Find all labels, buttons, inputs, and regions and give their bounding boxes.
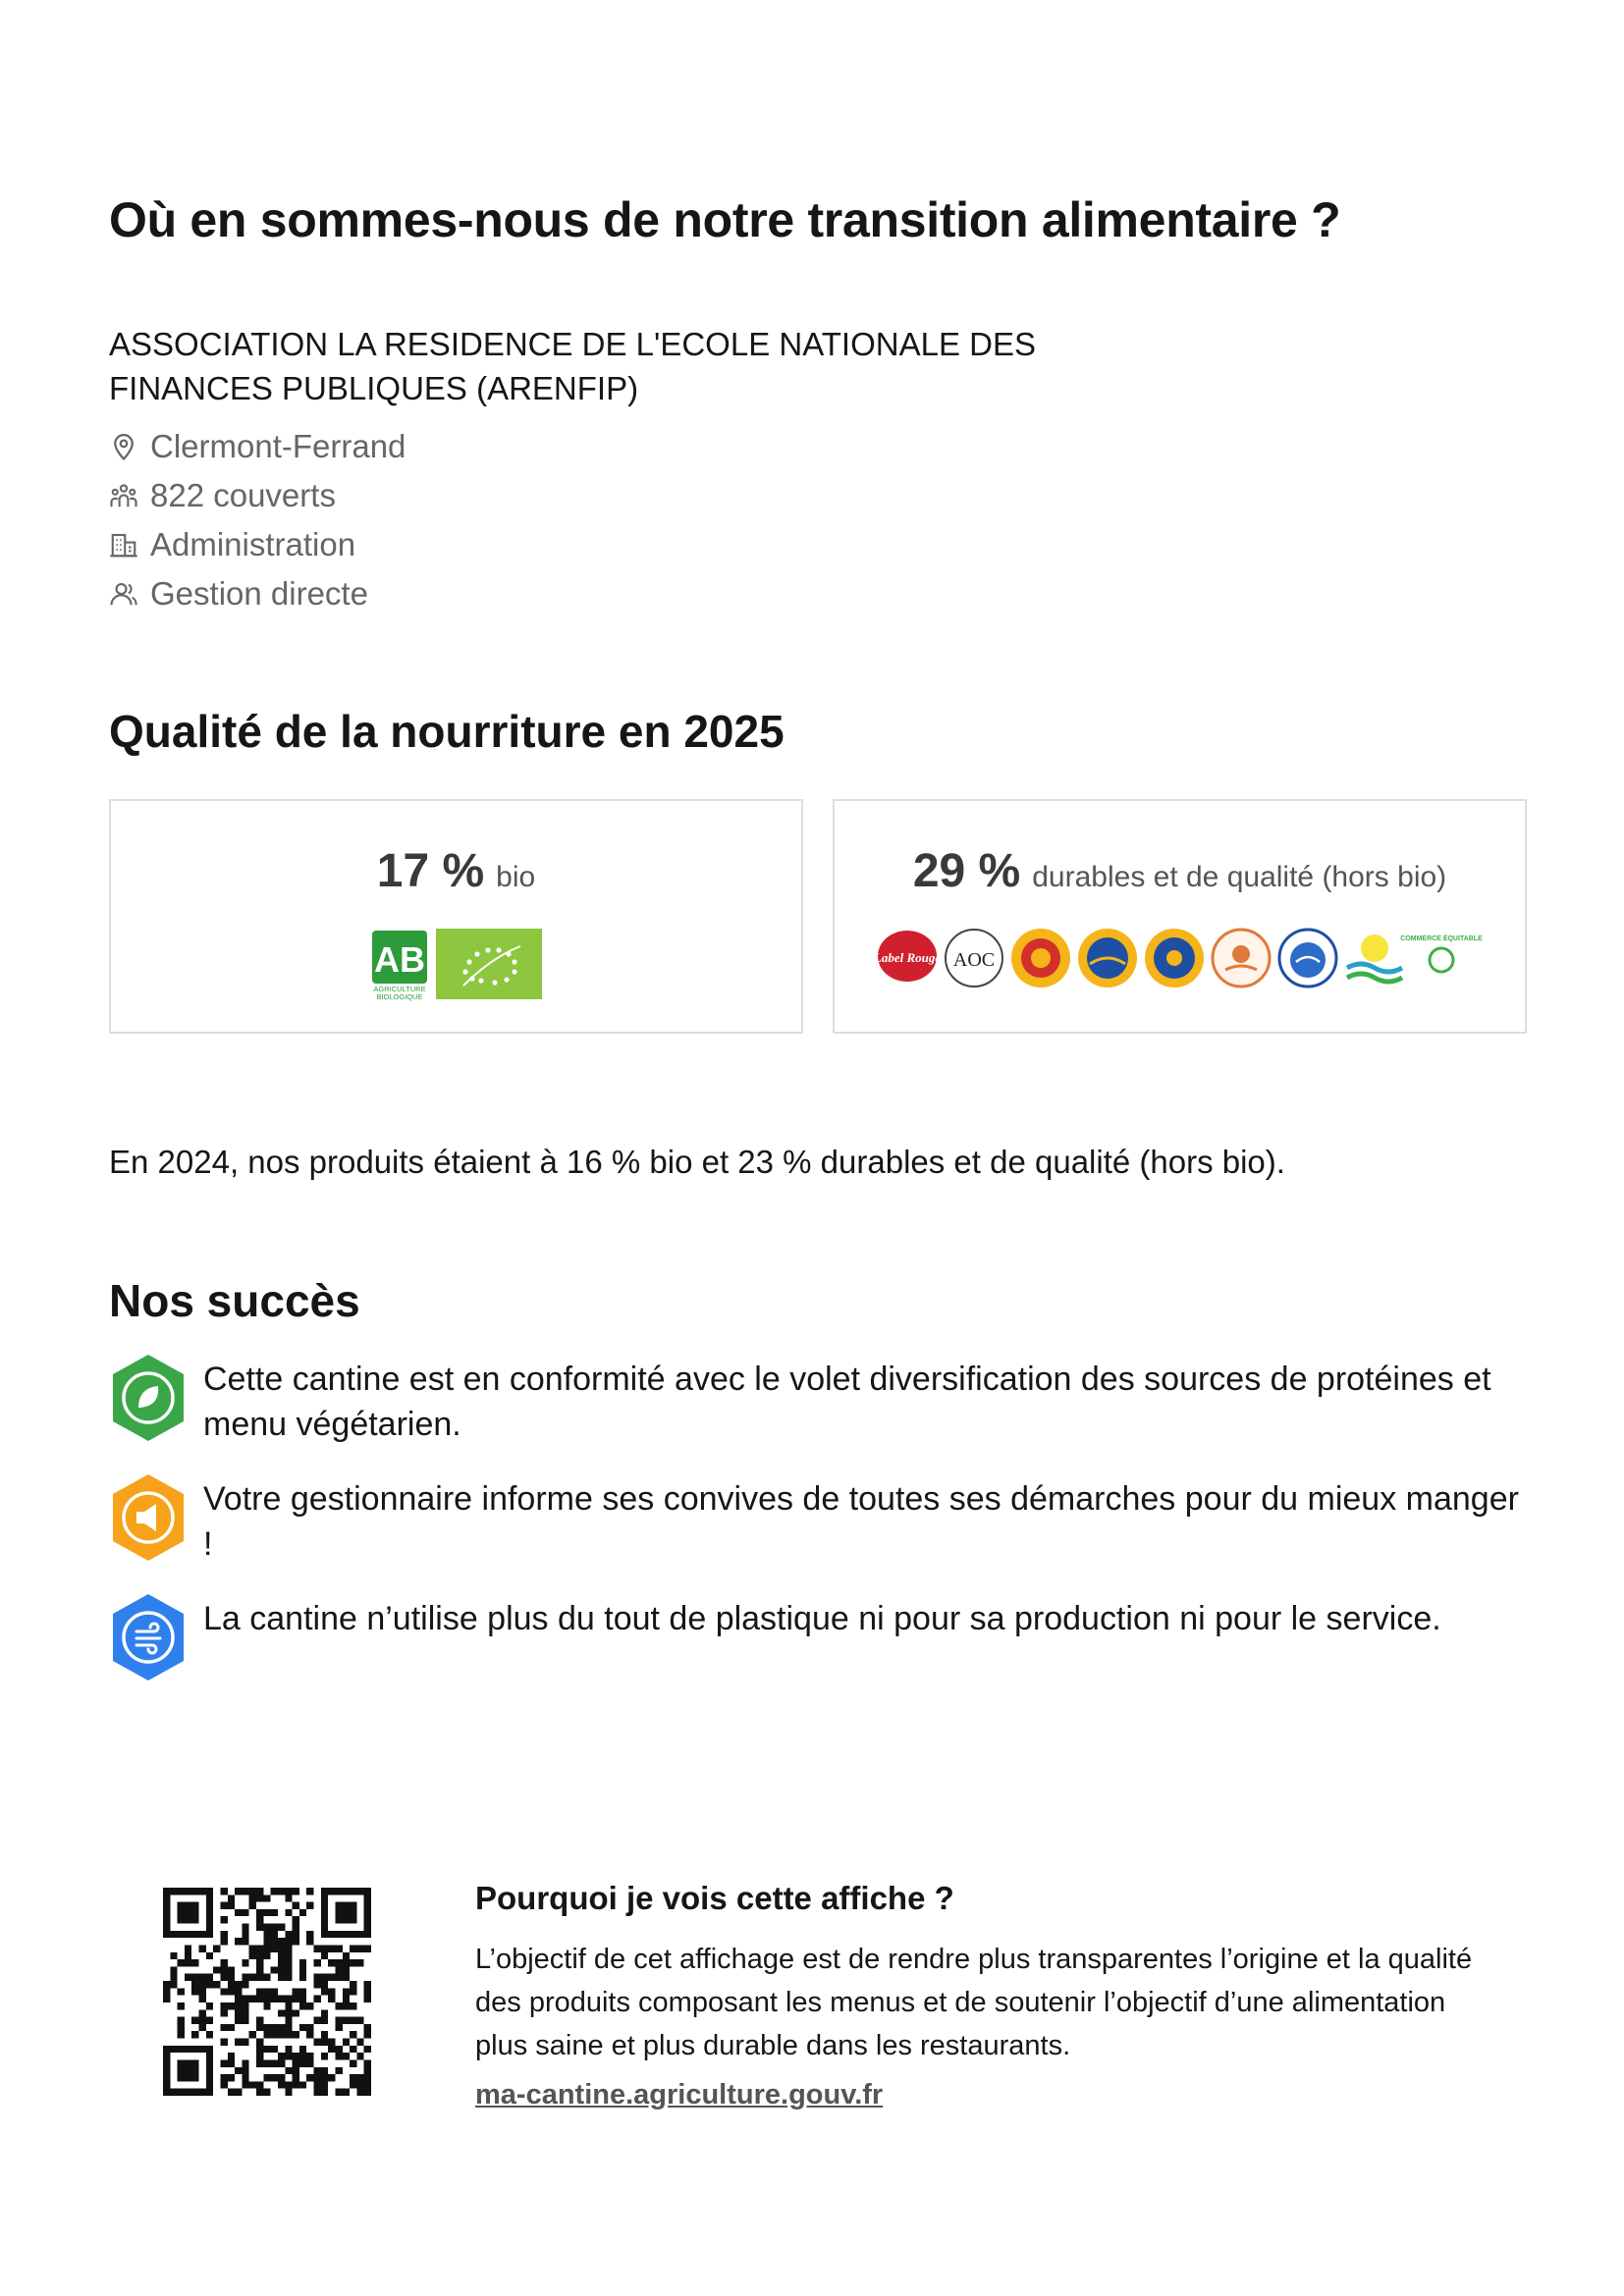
- peche-durable-icon: [1276, 927, 1339, 989]
- quality-labels: [873, 927, 1483, 989]
- label-rouge-icon: [873, 927, 942, 989]
- durable-percent: 29 %: [912, 845, 1021, 897]
- bio-stat: [111, 844, 801, 898]
- hve-icon: [1210, 927, 1272, 989]
- why-title: Pourquoi je vois cette affiche ?: [475, 1880, 954, 1916]
- leaf-badge-icon: [109, 1353, 188, 1443]
- ab-logo-icon: [368, 929, 431, 1001]
- building-icon: [109, 530, 138, 560]
- qr-code[interactable]: [163, 1888, 371, 2096]
- ab-caption-2: BIOLOGIQUE: [376, 992, 423, 1001]
- management-text: Gestion directe: [150, 575, 368, 612]
- aoc-icon: [943, 927, 1005, 989]
- aoc-text: AOC: [952, 949, 996, 971]
- success-text: Votre gestionnaire informe ses convives de toutes ses démarches pour du mieux manger !: [203, 1480, 1519, 1563]
- megaphone-badge-icon: [109, 1472, 188, 1563]
- commerce-equitable-text: COMMERCE ÉQUITABLE: [1400, 935, 1483, 942]
- city-text: Clermont-Ferrand: [150, 428, 406, 464]
- bio-card: [109, 799, 803, 1034]
- success-text: La cantine n’utilise plus du tout de plastique ni pour sa production ni pour le service.: [203, 1600, 1441, 1637]
- organization-name: [109, 322, 1091, 410]
- stg-icon: [1143, 927, 1206, 989]
- covers-row: [109, 471, 406, 520]
- success-heading: Nos succès: [109, 1275, 360, 1326]
- management-row: [109, 569, 406, 618]
- durable-label: durables et de qualité (hors bio): [1032, 861, 1447, 893]
- quality-heading: Qualité de la nourriture en 2025: [109, 706, 785, 757]
- success-item: [109, 1472, 1533, 1567]
- durable-card: [833, 799, 1527, 1034]
- organization-details: [109, 422, 406, 618]
- website-link[interactable]: ma-cantine.agriculture.gouv.fr: [475, 2079, 884, 2110]
- map-pin-icon: [109, 432, 138, 461]
- user-icon: [109, 579, 138, 609]
- commerce-equitable-icon: [1400, 927, 1483, 989]
- group-icon: [109, 481, 138, 510]
- success-text: Cette cantine est en conformité avec le volet diversification des sources de protéines et menu végétarien.: [203, 1361, 1491, 1443]
- sector-text: Administration: [150, 526, 356, 562]
- sector-row: [109, 520, 406, 569]
- aop-icon: [1009, 927, 1072, 989]
- bio-label: bio: [496, 861, 536, 893]
- why-body: L’objectif de cet affichage est de rendre plus transparentes l’origine et la qualité des produits composant les menus et de soutenir l’objectif d’une alimentation plus saine et plus durable dans les restaurants.: [475, 1944, 1473, 2061]
- wind-badge-icon: [109, 1592, 188, 1682]
- page-title: Où en sommes-nous de notre transition alimentaire ?: [109, 192, 1341, 247]
- ab-caption-1: AGRICULTURE: [373, 985, 426, 993]
- success-item: [109, 1353, 1533, 1447]
- city-row: [109, 422, 406, 471]
- history-text: En 2024, nos produits étaient à 16 % bio et 23 % durables et de qualité (hors bio).: [109, 1144, 1285, 1180]
- durable-stat: [835, 844, 1525, 898]
- rup-icon: [1343, 927, 1406, 989]
- ab-text: AB: [374, 939, 425, 980]
- organization-name-line2: FINANCES PUBLIQUES (ARENFIP): [109, 370, 639, 406]
- igp-icon: [1076, 927, 1139, 989]
- bio-percent: 17 %: [376, 845, 485, 897]
- covers-text: 822 couverts: [150, 477, 336, 513]
- label-rouge-text: Label Rouge: [873, 950, 942, 965]
- success-item: [109, 1592, 1533, 1682]
- organization-name-line1: ASSOCIATION LA RESIDENCE DE L'ECOLE NATIONALE DES: [109, 326, 1036, 362]
- eu-organic-leaf-icon: [436, 929, 542, 999]
